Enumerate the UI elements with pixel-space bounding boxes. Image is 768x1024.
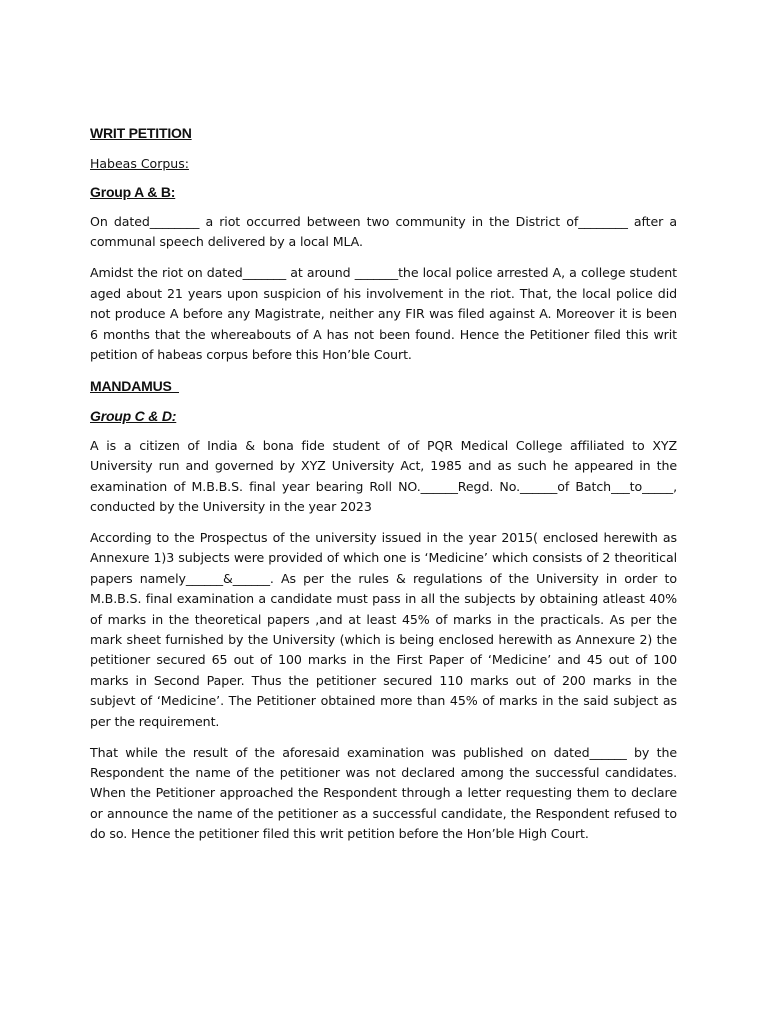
habeas-corpus-heading: Habeas Corpus: [90, 156, 189, 171]
mandamus-heading: MANDAMUS [90, 377, 179, 394]
mandamus-paragraph-1: A is a citizen of India & bona fide student of of PQR Medical College affiliated to XYZ University run and governed by XYZ University Act, 1985 and as such he appeared in the examination of M.B.B.S. final year bearing Roll NO.______Regd. No.______of Batch___to_____, conducted by the University in the year 2023 [90, 437, 677, 515]
mandamus-paragraph-2: According to the Prospectus of the university issued in the year 2015( enclosed herewith as Annexure 1)3 subjects were provided of which one is ‘Medicine’ which consists of 2 theoritical papers namely______&______. As per the rules & regulations of the University in order to M.B.B.S. final examination a candidate must pass in all the subjects by obtaining atleast 40% of marks in the theoretical papers ,and at least 45% of marks in the practicals. As per the mark sheet furnished by the University (which is being enclosed herewith as Annexure 2) the petitioner secured 65 out of 100 marks in the First Paper of ‘Medicine’ and 45 out of 100 marks in Second Paper. Thus the petitioner secured 110 marks out of 200 marks in the subjevt of ‘Medicine’. The Petitioner obtained more than 45% of marks in the said subject as per the requirement. [90, 529, 677, 729]
group-cd-heading: Group C & D: [90, 407, 177, 424]
habeas-paragraph-1: On dated________ a riot occurred between two community in the District of________ after a communal speech delivered by a local MLA. [90, 214, 677, 250]
mandamus-paragraph-3: That while the result of the aforesaid examination was published on dated______ by the Respondent the name of the petitioner was not declared among the successful candidates. When the Petitioner approached the Respondent through a letter requesting them to declare or announce the name of the petitioner as a successful candidate, the Respondent refused to do so. Hence the petitioner filed this writ petition before the Hon’ble High Court. [90, 744, 677, 842]
habeas-paragraph-2: Amidst the riot on dated_______ at around _______the local police arrested A, a college student aged about 21 years upon suspicion of his involvement in the riot. That, the local police did not produce A before any Magistrate, neither any FIR was filed against A. Moreover it is been 6 months that the whereabouts of A has not been found. Hence the Petitioner filed this writ petition of habeas corpus before this Hon’ble Court. [90, 265, 677, 362]
document-title: WRIT PETITION [90, 125, 192, 141]
document-body [90, 124, 677, 855]
group-ab-heading: Group A & B: [90, 184, 176, 200]
